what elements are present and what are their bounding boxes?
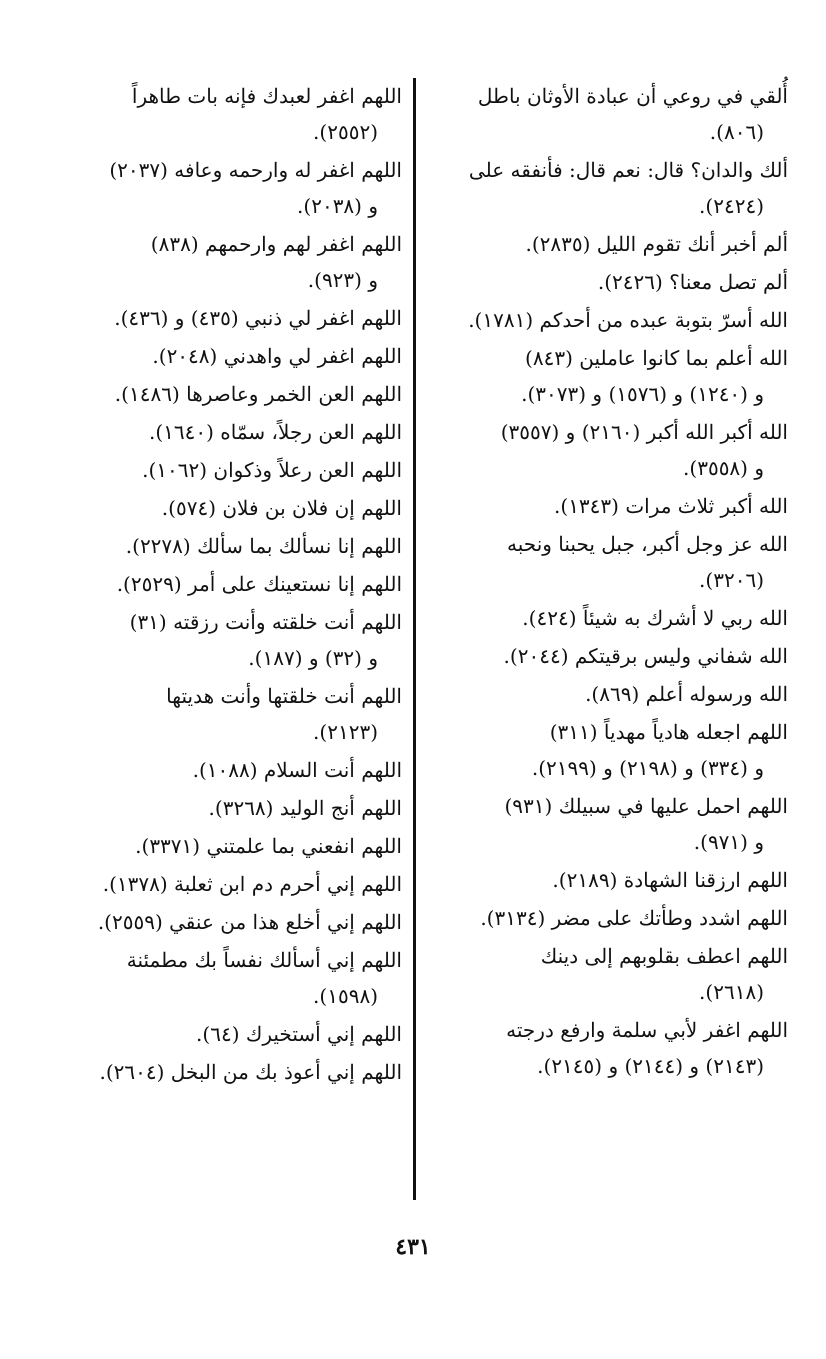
entry-text: اللهم اغفر لي واهدني (٢٠٤٨). bbox=[152, 344, 402, 368]
index-entry bbox=[428, 264, 788, 300]
entry-continuation: و (٣٥٥٨). bbox=[683, 456, 764, 480]
entry-text: اللهم اغفر لأبي سلمة وارفع درجته bbox=[506, 1018, 788, 1042]
entry-text: ألك والدان؟ قال: نعم قال: فأنفقه على bbox=[468, 158, 788, 182]
entry-continuation: (٢١٤٣) و (٢١٤٤) و (٢١٤٥). bbox=[537, 1054, 764, 1078]
index-entry bbox=[428, 1012, 788, 1084]
entry-text: الله ربي لا أشرك به شيئاً (٤٢٤). bbox=[522, 606, 788, 630]
entry-text: اللهم العن رعلاً وذكوان (١٠٦٢). bbox=[142, 458, 402, 482]
column-divider bbox=[413, 78, 416, 1200]
entry-continuation: و (١٢٤٠) و (١٥٧٦) و (٣٠٧٣). bbox=[521, 382, 764, 406]
entry-text: اللهم أنت السلام (١٠٨٨). bbox=[192, 758, 402, 782]
index-entry bbox=[428, 414, 788, 486]
entry-continuation: (١٥٩٨). bbox=[313, 984, 378, 1008]
index-entry bbox=[30, 1054, 402, 1090]
entry-text: الله ورسوله أعلم (٨٦٩). bbox=[585, 682, 788, 706]
index-entry bbox=[30, 828, 402, 864]
entry-text: اللهم اغفر له وارحمه وعافه (٢٠٣٧) bbox=[109, 158, 402, 182]
index-entry bbox=[30, 942, 402, 1014]
index-entry bbox=[30, 376, 402, 412]
index-entry bbox=[30, 78, 402, 150]
index-entry bbox=[428, 152, 788, 224]
entry-text: اللهم العن الخمر وعاصرها (١٤٨٦). bbox=[114, 382, 402, 406]
left-column bbox=[30, 78, 402, 1092]
index-entry bbox=[428, 900, 788, 936]
entry-continuation: (٢٦١٨). bbox=[699, 980, 764, 1004]
entry-text: ألم تصل معنا؟ (٢٤٢٦). bbox=[597, 270, 788, 294]
index-entry bbox=[428, 676, 788, 712]
index-entry bbox=[30, 528, 402, 564]
index-entry bbox=[30, 904, 402, 940]
entry-text: اللهم إني أستخيرك (٦٤). bbox=[196, 1022, 402, 1046]
entry-text: الله أكبر ثلاث مرات (١٣٤٣). bbox=[554, 494, 788, 518]
index-entry bbox=[30, 866, 402, 902]
entry-continuation: و (٩٢٣). bbox=[307, 268, 378, 292]
entry-continuation: (٢٥٥٢). bbox=[313, 120, 378, 144]
index-entry bbox=[30, 678, 402, 750]
index-entry bbox=[428, 600, 788, 636]
page-number: ٤٣١ bbox=[395, 1234, 431, 1260]
index-entry bbox=[30, 566, 402, 602]
entry-text: اللهم اعطف بقلوبهم إلى دينك bbox=[540, 944, 788, 968]
entry-text: اللهم احمل عليها في سبيلك (٩٣١) bbox=[504, 794, 788, 818]
index-entry bbox=[428, 526, 788, 598]
index-entry bbox=[428, 226, 788, 262]
entry-text: الله شفاني وليس برقيتكم (٢٠٤٤). bbox=[503, 644, 788, 668]
index-entry bbox=[428, 340, 788, 412]
entry-text: اللهم أنج الوليد (٣٢٦٨). bbox=[208, 796, 402, 820]
index-entry bbox=[30, 790, 402, 826]
entry-text: اللهم انفعني بما علمتني (٣٣٧١). bbox=[135, 834, 402, 858]
entry-text: اللهم إنا نسألك بما سألك (٢٢٧٨). bbox=[125, 534, 402, 558]
entry-text: اللهم إنا نستعينك على أمر (٢٥٢٩). bbox=[116, 572, 402, 596]
entry-text: الله عز وجل أكبر، جبل يحبنا ونحبه bbox=[507, 532, 788, 556]
index-entry bbox=[30, 452, 402, 488]
entry-text: الله أسرّ بتوبة عبده من أحدكم (١٧٨١). bbox=[468, 308, 788, 332]
index-entry bbox=[30, 414, 402, 450]
index-entry bbox=[428, 788, 788, 860]
entry-text: ألم أخبر أنك تقوم الليل (٢٨٣٥). bbox=[525, 232, 788, 256]
entry-text: اللهم اجعله هادياً مهدياً (٣١١) bbox=[549, 720, 788, 744]
index-entry bbox=[30, 300, 402, 336]
entry-text: اللهم اغفر لي ذنبي (٤٣٥) و (٤٣٦). bbox=[114, 306, 402, 330]
entry-continuation: و (٩٧١). bbox=[693, 830, 764, 854]
right-column bbox=[428, 78, 788, 1086]
entry-text: اللهم اغفر لعبدك فإنه بات طاهراً bbox=[131, 84, 402, 108]
index-entry bbox=[428, 302, 788, 338]
entry-continuation: (٣٢٠٦). bbox=[699, 568, 764, 592]
entry-continuation: و (٣٣٤) و (٢١٩٨) و (٢١٩٩). bbox=[531, 756, 764, 780]
entry-text: الله أعلم بما كانوا عاملين (٨٤٣) bbox=[525, 346, 788, 370]
index-entry bbox=[30, 752, 402, 788]
index-entry bbox=[30, 226, 402, 298]
index-entry bbox=[30, 604, 402, 676]
index-entry bbox=[30, 152, 402, 224]
entry-continuation: (٨٠٦). bbox=[709, 120, 764, 144]
index-entry bbox=[428, 862, 788, 898]
entry-text: اللهم العن رجلاً، سمّاه (١٦٤٠). bbox=[149, 420, 402, 444]
entry-text: أُلقي في روعي أن عبادة الأوثان باطل bbox=[477, 84, 788, 108]
entry-text: اللهم اغفر لهم وارحمهم (٨٣٨) bbox=[150, 232, 402, 256]
index-entry bbox=[428, 938, 788, 1010]
entry-text: اللهم إن فلان بن فلان (٥٧٤). bbox=[161, 496, 402, 520]
entry-continuation: (٢١٢٣). bbox=[313, 720, 378, 744]
entry-continuation: و (٣٢) و (١٨٧). bbox=[248, 646, 378, 670]
entry-text: اللهم إني أحرم دم ابن ثعلبة (١٣٧٨). bbox=[102, 872, 402, 896]
entry-text: اللهم أنت خلقتها وأنت هديتها bbox=[166, 684, 402, 708]
entry-text: الله أكبر الله أكبر (٢١٦٠) و (٣٥٥٧) bbox=[500, 420, 788, 444]
index-entry bbox=[30, 338, 402, 374]
index-entry bbox=[428, 78, 788, 150]
index-entry bbox=[428, 638, 788, 674]
entry-text: اللهم أنت خلقته وأنت رزقته (٣١) bbox=[129, 610, 402, 634]
index-entry bbox=[428, 488, 788, 524]
entry-text: اللهم اشدد وطأتك على مضر (٣١٣٤). bbox=[480, 906, 788, 930]
index-entry bbox=[428, 714, 788, 786]
index-entry bbox=[30, 1016, 402, 1052]
entry-continuation: (٢٤٢٤). bbox=[699, 194, 764, 218]
entry-continuation: و (٢٠٣٨). bbox=[297, 194, 378, 218]
entry-text: اللهم إني أسألك نفساً بك مطمئنة bbox=[126, 948, 402, 972]
entry-text: اللهم ارزقنا الشهادة (٢١٨٩). bbox=[552, 868, 788, 892]
index-entry bbox=[30, 490, 402, 526]
entry-text: اللهم إني أخلع هذا من عنقي (٢٥٥٩). bbox=[97, 910, 402, 934]
entry-text: اللهم إني أعوذ بك من البخل (٢٦٠٤). bbox=[99, 1060, 402, 1084]
